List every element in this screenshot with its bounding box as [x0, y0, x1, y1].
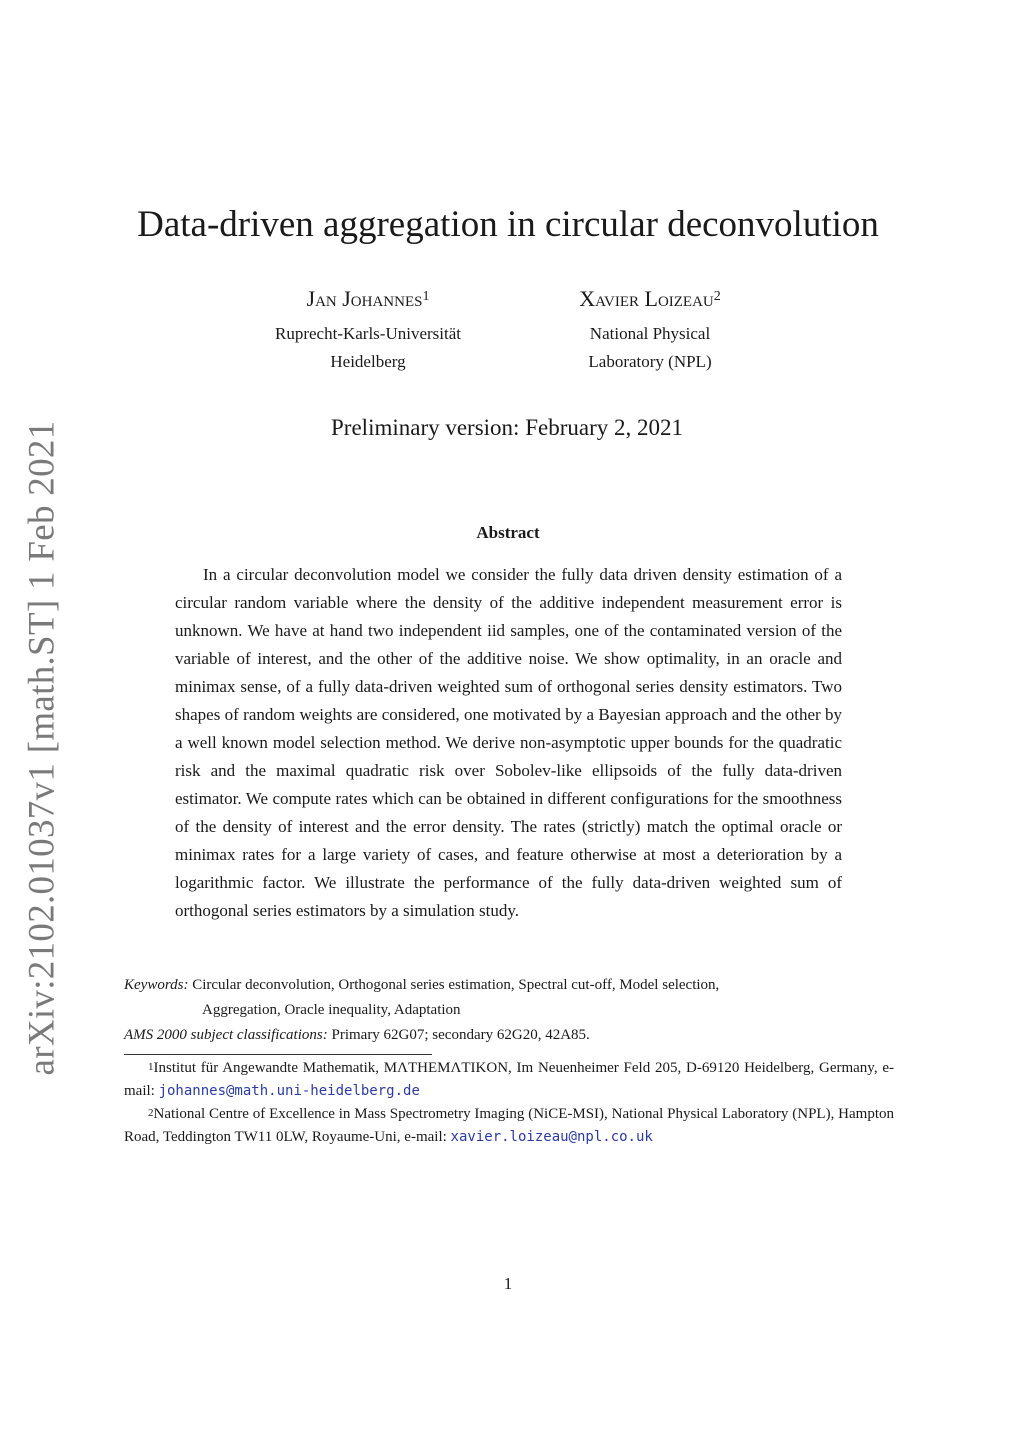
ams-label: AMS 2000 subject classifications:: [124, 1027, 328, 1043]
email-link[interactable]: xavier.loizeau@npl.co.uk: [450, 1129, 653, 1145]
footnote-text: Institut für Angewandte Mathematik, MΛTHEMΛTIKON, Im Neuenheimer Feld 205, D-69120 Heidelberg, Germany, e-mail:: [124, 1060, 894, 1099]
email-link[interactable]: johannes@math.uni-heidelberg.de: [158, 1083, 420, 1099]
keywords-label: Keywords:: [124, 977, 189, 993]
ams-classification: [124, 1023, 904, 1048]
footnote-2: [124, 1103, 894, 1149]
keywords-line-1: Circular deconvolution, Orthogonal series estimation, Spectral cut-off, Model selection,: [192, 977, 720, 993]
footnote-mark: 2: [713, 289, 721, 304]
footnote-text: National Centre of Excellence in Mass Spectrometry Imaging (NiCE-MSI), National Physical Laboratory (NPL), Hampton Road, Teddington TW11 0LW, Royaume-Uni, e-mail:: [124, 1106, 894, 1145]
author-block-2: [490, 284, 810, 376]
preliminary-version-date: Preliminary version: February 2, 2021: [331, 415, 683, 440]
footnote-mark: 2: [148, 1107, 154, 1119]
footnote-mark: 1: [422, 289, 430, 304]
author-name: Xavier Loizeau$^2$: [579, 286, 721, 311]
abstract-heading: Abstract: [476, 523, 540, 542]
arxiv-identifier-stamp: arXiv:2102.01037v1 [math.ST] 1 Feb 2021: [21, 420, 63, 1076]
footnote-1: [124, 1057, 894, 1103]
keywords-section: [124, 973, 824, 1023]
page-number: 1: [503, 1274, 513, 1293]
paper-title: Data-driven aggregation in circular deconvolution: [137, 204, 879, 245]
author-affiliation: National Physical Laboratory (NPL): [588, 324, 712, 371]
ams-codes: Primary 62G07; secondary 62G20, 42A85.: [331, 1027, 590, 1043]
author-block-1: [208, 284, 528, 376]
footnote-rule: [124, 1054, 432, 1055]
footnote-mark: 1: [148, 1061, 154, 1073]
keywords-line-2: Aggregation, Oracle inequality, Adaptation: [202, 1002, 461, 1018]
author-affiliation: Ruprecht-Karls-Universität Heidelberg: [275, 324, 461, 371]
abstract-text: In a circular deconvolution model we consider the fully data driven density estimation of a circular random variable where the density of the additive independent measurement error is unknown. We have at hand two independent iid samples, one of the contaminated version of the variable of interest, and the other of the additive noise. We show optimality, in an oracle and minimax sense, of a fully data-driven weighted sum of orthogonal series density estimators. Two shapes of random weights are considered, one motivated by a Bayesian approach and the other by a well known model selection method. We derive non-asymptotic upper bounds for the quadratic risk and the maximal quadratic risk over Sobolev-like ellipsoids of the fully data-driven estimator. We compute rates which can be obtained in different configurations for the smoothness of the density of interest and the error density. The rates (strictly) match the optimal oracle or minimax rates for a large variety of cases, and feature otherwise at most a deterioration by a logarithmic factor. We illustrate the performance of the fully data-driven weighted sum of orthogonal series estimators by a simulation study.: [175, 565, 842, 920]
author-name: Jan Johannes$^1$: [306, 286, 430, 311]
footnotes: [124, 1057, 894, 1149]
